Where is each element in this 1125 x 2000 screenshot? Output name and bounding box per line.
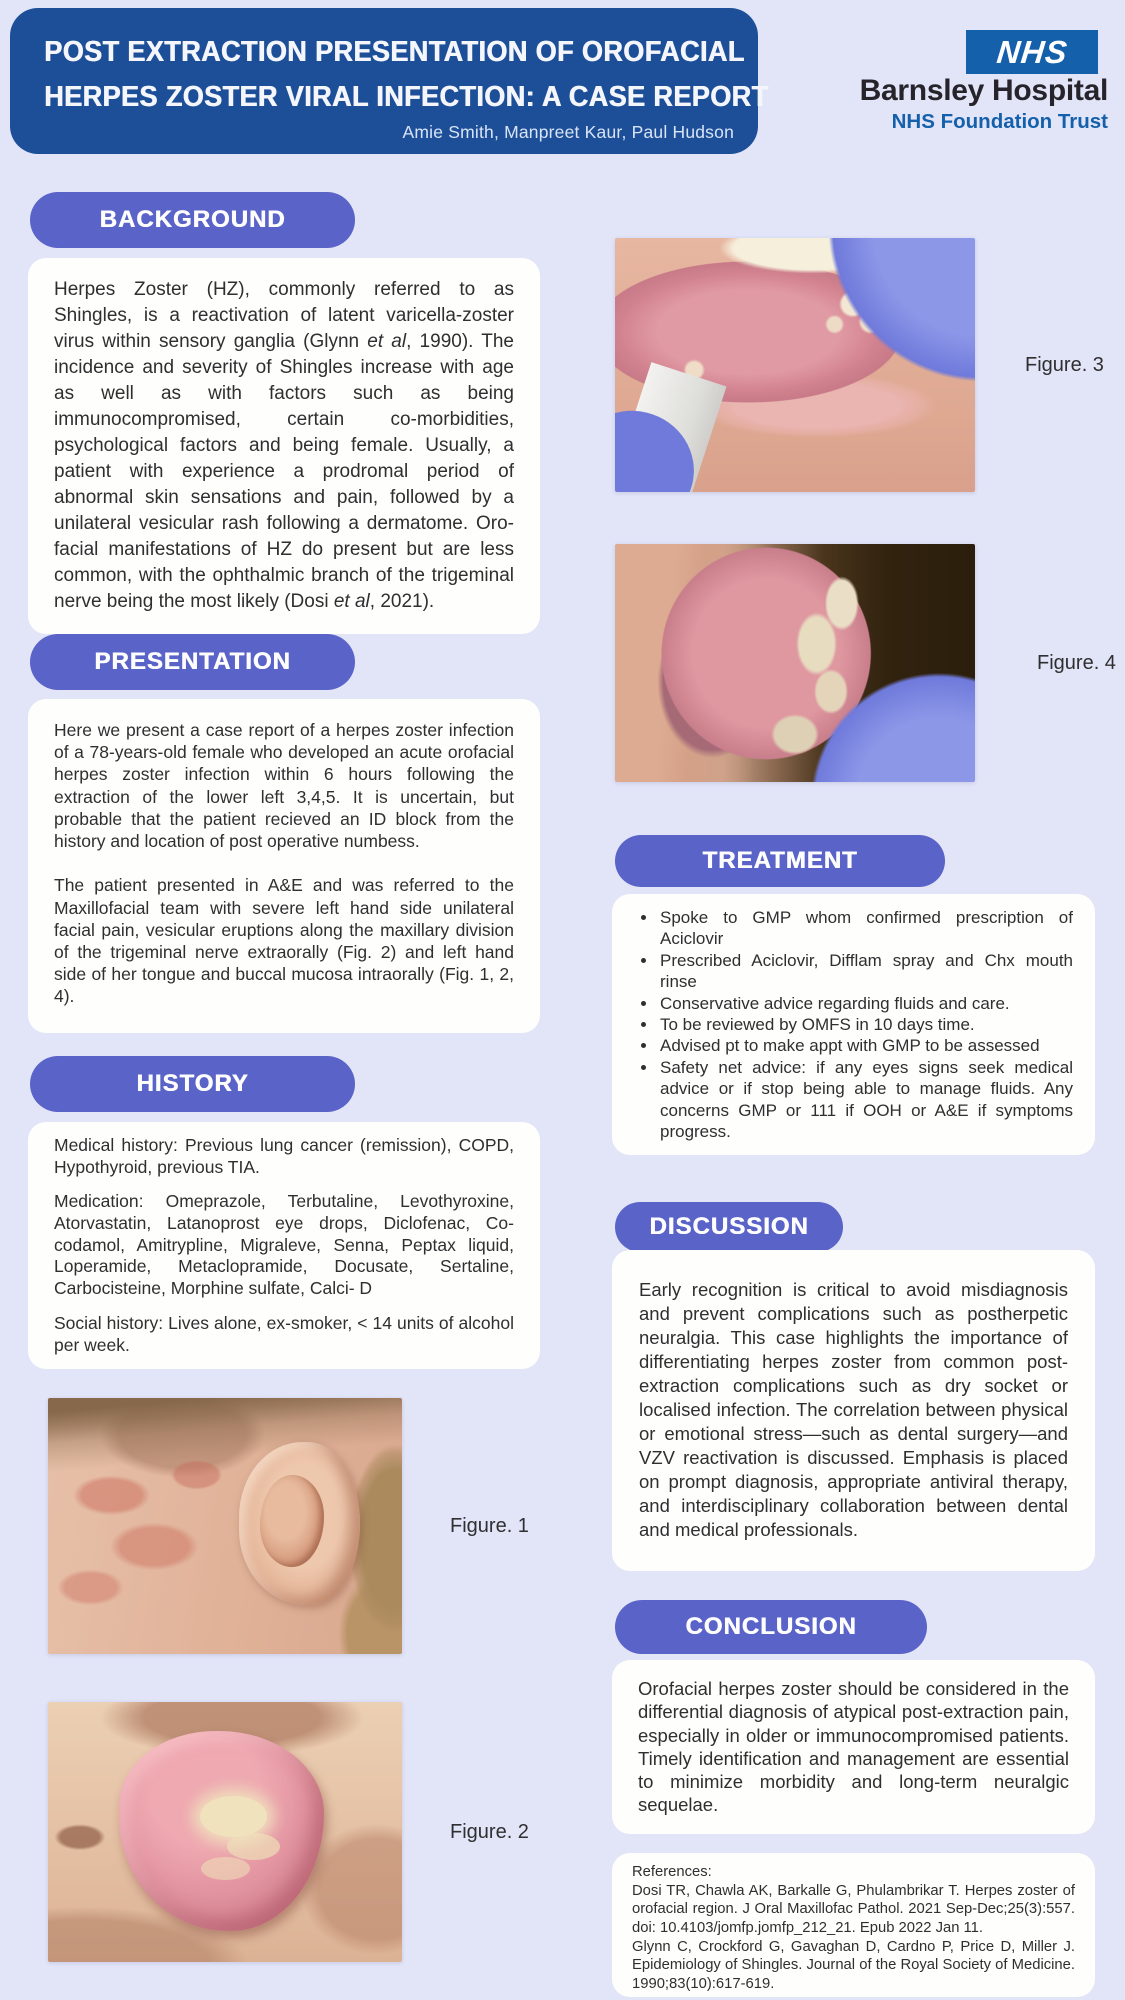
- section-heading-treatment-label: TREATMENT: [702, 847, 858, 874]
- figure-3-row: [615, 238, 1104, 492]
- section-heading-presentation-label: PRESENTATION: [94, 648, 291, 675]
- poster-title-line2: HERPES ZOSTER VIRAL INFECTION: A CASE REPORT: [44, 81, 769, 113]
- authors-line: Amie Smith, Manpreet Kaur, Paul Hudson: [402, 122, 734, 142]
- nhs-logo-icon: [966, 30, 1098, 74]
- conclusion-body: Orofacial herpes zoster should be considered in the differential diagnosis of atypical post-extraction pain, especially in older or immunocompromised patients. Timely identification and management are essential to minimize morbidity and long-term neuralgic sequelae.: [638, 1678, 1069, 1816]
- section-heading-background: [30, 192, 355, 248]
- figure-3-photo: [615, 238, 975, 492]
- figure-4-photo: [615, 544, 975, 782]
- poster-title-line1: POST EXTRACTION PRESENTATION OF OROFACIAL: [44, 36, 745, 68]
- treatment-bullet-3: • Conservative advice regarding fluids and care.: [658, 993, 1073, 1014]
- figure-2-row: [48, 1702, 529, 1962]
- section-heading-conclusion-label: CONCLUSION: [685, 1613, 857, 1640]
- references-heading: References:: [632, 1864, 712, 1880]
- section-heading-treatment: [615, 835, 945, 887]
- figure-3-label: Figure. 3: [1025, 353, 1104, 376]
- section-heading-conclusion: [615, 1600, 927, 1654]
- figure-1-photo: [48, 1398, 402, 1654]
- presentation-paragraph-1: Here we present a case report of a herpes zoster infection of a 78-years-old female who developed an acute orofacial herpes zoster infection within 6 hours following the extraction of the lower left 3,4,5. It is uncertain, but probable that the patient recieved an ID block from the history and location of post operative numbess.: [54, 720, 514, 852]
- discussion-card: [612, 1250, 1095, 1571]
- reference-item-1: Dosi TR, Chawla AK, Barkalle G, Phulambrikar T. Herpes zoster of orofacial region. J Oral Maxillofac Pathol. 2021 Sep-Dec;25(3):557. doi: 10.4103/jomfp.jomfp_212_21. Epub 2022 Jan 11.: [632, 1882, 1075, 1936]
- discussion-body: Early recognition is critical to avoid misdiagnosis and prevent complications such as postherpetic neuralgia. This case highlights the importance of differentiating herpes zoster from common post-extraction complications such as dry socket or localised infection. The correlation between physical or emotional stress—such as dental surgery—and VZV reactivation is discussed. Emphasis is placed on prompt diagnosis, appropriate antiviral therapy, and interdisciplinary collaboration between dental and medical professionals.: [639, 1279, 1068, 1541]
- reference-item-2: Glynn C, Crockford G, Gavaghan D, Cardno P, Price D, Miller J. Epidemiology of Shingles. Journal of the Royal Society of Medicine. 1990;83(10):617-619.: [632, 1938, 1075, 1992]
- figure-1-row: [48, 1398, 529, 1654]
- section-heading-discussion-label: DISCUSSION: [649, 1213, 809, 1240]
- section-heading-history-label: HISTORY: [136, 1070, 249, 1097]
- treatment-bullet-6: • Safety net advice: if any eyes signs seek medical advice or if stop being able to manage fluids. Any concerns GMP or 111 if OOH or A&E if symptoms progress.: [658, 1057, 1073, 1143]
- treatment-bullet-5: • Advised pt to make appt with GMP to be assessed: [658, 1035, 1073, 1056]
- figure-4-row: [615, 544, 1116, 782]
- references-card: [612, 1853, 1095, 1997]
- trust-name: NHS Foundation Trust: [891, 110, 1108, 133]
- header-banner: [10, 8, 769, 154]
- treatment-bullet-4: • To be reviewed by OMFS in 10 days time.: [658, 1014, 1073, 1035]
- hospital-name: Barnsley Hospital: [859, 74, 1108, 107]
- treatment-bullet-list: [630, 907, 1073, 1142]
- background-body: Herpes Zoster (HZ), commonly referred to as Shingles, is a reactivation of latent varicella-zoster virus within sensory ganglia (Glynn et al, 1990). The incidence and severity of Shingles increase with age as well as with factors such as being immunocompromised, certain co-morbidities, psychological factors and being female. Usually, a patient with experience a prodromal period of abnormal skin sensations and pain, followed by a unilateral vesicular rash following a dermatome. Oro-facial manifestations of HZ do present but are less common, with the ophthalmic branch of the trigeminal nerve being the most likely (Dosi et al, 2021).: [54, 279, 514, 613]
- figure-4-label: Figure. 4: [1037, 651, 1116, 674]
- treatment-bullet-1: • Spoke to GMP whom confirmed prescription of Aciclovir: [658, 907, 1073, 950]
- presentation-card: [28, 699, 540, 1033]
- history-medical: Medical history: Previous lung cancer (remission), COPD, Hypothyroid, previous TIA.: [54, 1135, 514, 1177]
- conclusion-card: [612, 1660, 1095, 1834]
- nhs-logo-text: NHS: [994, 33, 1070, 70]
- section-heading-discussion: [615, 1202, 843, 1252]
- presentation-paragraph-2: The patient presented in A&E and was referred to the Maxillofacial team with severe left hand side unilateral facial pain, vesicular eruptions along the maxillary division of the trigeminal nerve extraorally (Fig. 2) and left hand side of her tongue and buccal mucosa intraorally (Fig. 1, 2, 4).: [54, 875, 514, 1007]
- background-card: [28, 258, 540, 634]
- history-medication: Medication: Omeprazole, Terbutaline, Levothyroxine, Atorvastatin, Latanoprost eye drops, Diclofenac, Co-codamol, Amitrypline, Migraleve, Senna, Peptax liquid, Loperamide, Metaclopramide, Docusate, Sertaline, Carbocisteine, Morphine sulfate, Calci- D: [54, 1191, 514, 1299]
- section-heading-history: [30, 1056, 355, 1112]
- history-card: [28, 1122, 540, 1369]
- section-heading-presentation: [30, 634, 355, 690]
- history-social: Social history: Lives alone, ex-smoker, < 14 units of alcohol per week.: [54, 1312, 514, 1355]
- figure-2-label: Figure. 2: [450, 1820, 529, 1843]
- treatment-card: [612, 894, 1095, 1155]
- section-heading-background-label: BACKGROUND: [99, 206, 286, 233]
- figure-2-photo: [48, 1702, 402, 1962]
- poster-title: [44, 30, 769, 120]
- treatment-bullet-2: • Prescribed Aciclovir, Difflam spray and Chx mouth rinse: [658, 950, 1073, 993]
- figure-1-label: Figure. 1: [450, 1514, 529, 1537]
